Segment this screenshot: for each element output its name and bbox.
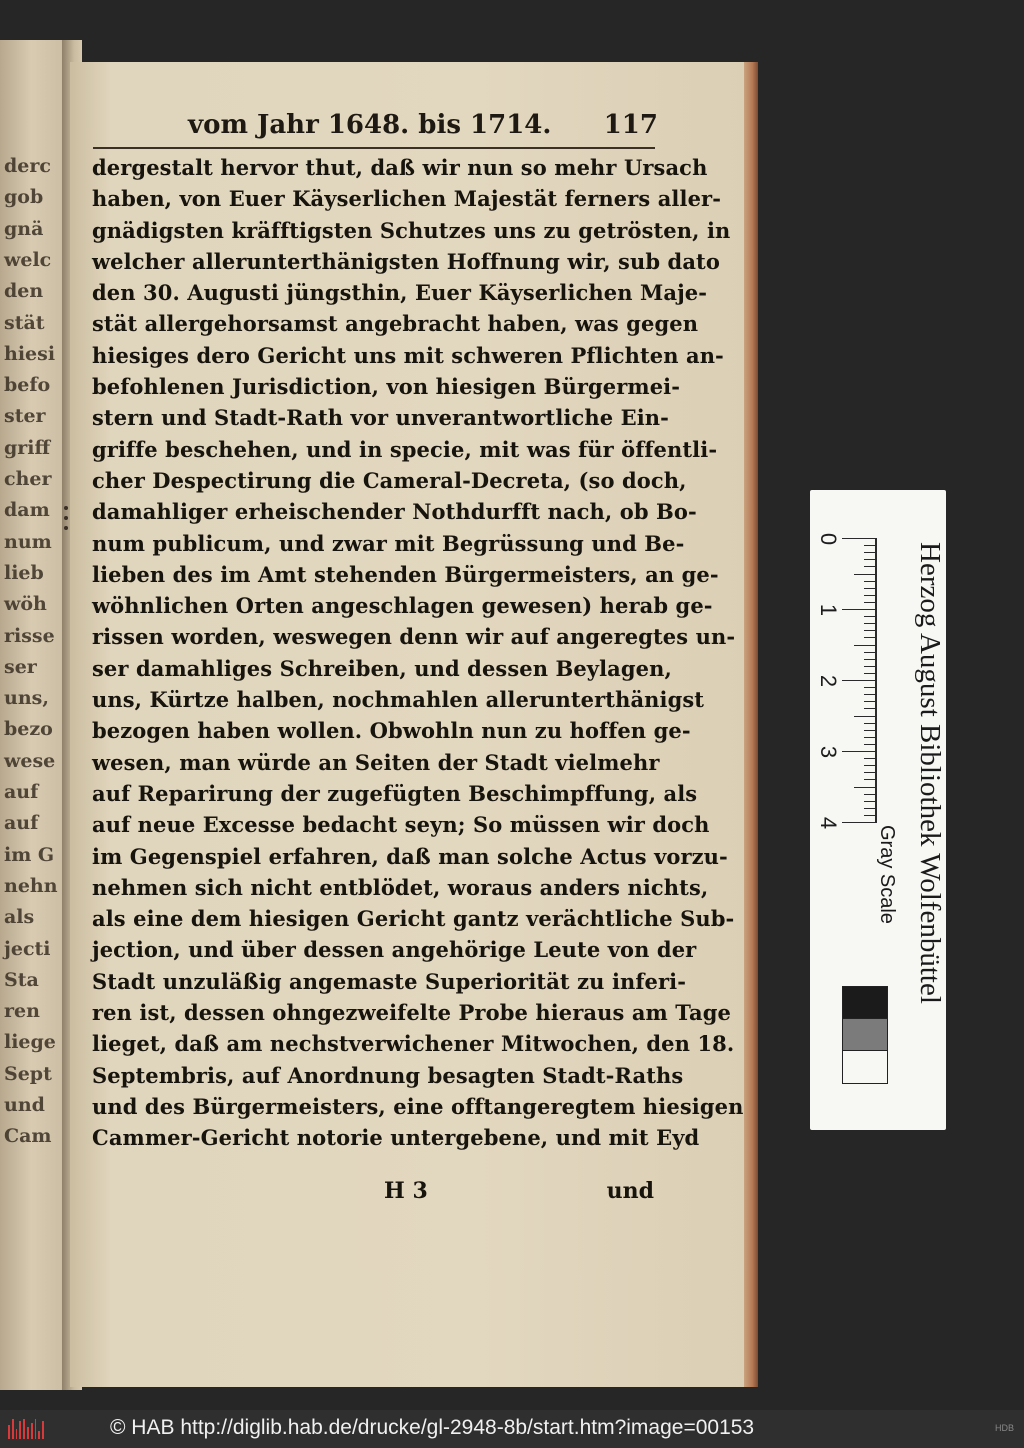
ruler-number: 2 — [816, 674, 841, 688]
running-title: vom Jahr 1648. bis 1714. — [188, 110, 552, 140]
ruler-tick — [864, 801, 876, 802]
left-page-fragment: auf — [4, 781, 39, 803]
logo-bar — [35, 1419, 37, 1439]
gray-scale-label: Gray Scale — [876, 825, 898, 924]
logo-bar — [42, 1421, 44, 1439]
ruler-tick — [864, 545, 876, 546]
text-line: griffe beschehen, und in specie, mit was für öffentli- — [92, 436, 718, 462]
ruler-tick — [864, 588, 876, 589]
left-page-fragment: hiesi — [4, 342, 56, 365]
ruler-tick — [864, 559, 876, 560]
ruler-tick — [864, 730, 876, 731]
left-page-fragment: Sept — [4, 1062, 52, 1085]
left-page-fragment: cher — [4, 468, 52, 490]
ruler-tick — [864, 758, 876, 759]
logo-bar — [12, 1419, 14, 1439]
logo-bar — [16, 1429, 18, 1439]
left-page-fragment: im G — [4, 843, 55, 866]
ruler-number: 0 — [816, 532, 841, 546]
left-page-fragment: nehn — [4, 874, 58, 897]
text-line: den 30. Augusti jüngsthin, Euer Käyserlichen Maje- — [92, 280, 708, 306]
ruler-tick — [864, 772, 876, 773]
text-line: stern und Stadt-Rath vor unverantwortliche Ein- — [92, 405, 669, 431]
ruler-number: 3 — [816, 745, 841, 759]
ruler-tick — [864, 566, 876, 567]
left-page-fragment: griff — [4, 436, 51, 459]
text-line: lieben des im Amt stehenden Bürgermeisters, an ge- — [92, 561, 719, 587]
ruler-tick — [864, 737, 876, 738]
text-line: befohlenen Jurisdiction, von hiesigen Bürgermei- — [92, 374, 681, 400]
left-page-fragment: ser — [4, 655, 37, 678]
left-page-fragment: befo — [4, 374, 51, 397]
text-line: Stadt unzuläßig angemaste Superiorität zu inferi- — [92, 968, 687, 994]
ruler-tick — [864, 659, 876, 660]
ruler-number: 1 — [816, 603, 841, 617]
text-line: hiesiges dero Gericht uns mit schweren Pflichten an- — [92, 342, 724, 368]
gray-swatch — [842, 986, 888, 1020]
text-line: bezogen haben wollen. Obwohln nun zu hoffen ge- — [92, 718, 691, 744]
ruler-tick — [864, 581, 876, 582]
signature-mark: H 3 — [384, 1178, 428, 1204]
logo-bar — [8, 1425, 10, 1439]
viewer-mark: HDB — [994, 1423, 1014, 1433]
logo-bar — [31, 1423, 33, 1439]
gray-swatch — [842, 1018, 888, 1052]
left-page-fragment: welc — [4, 248, 52, 271]
ruler-tick — [864, 694, 876, 695]
institution-label: Herzog August Bibliothek Wolfenbüttel — [914, 542, 946, 1004]
ruler-tick — [854, 787, 876, 788]
ruler-tick — [864, 723, 876, 724]
ruler-tick — [864, 623, 876, 624]
left-page-fragment: num — [4, 530, 52, 553]
left-page-fragment: derc — [4, 155, 51, 177]
ruler-tick — [864, 808, 876, 809]
ruler-tick — [842, 822, 876, 823]
text-line: Cammer-Gericht notorie untergebene, und mit Eyd — [92, 1125, 700, 1151]
left-page-fragment: risse — [4, 624, 55, 647]
text-line: Septembris, auf Anordnung besagten Stadt-Raths — [92, 1062, 684, 1088]
ruler-tick — [864, 652, 876, 653]
logo-bar — [27, 1427, 29, 1439]
text-line: lieget, daß am nechstverwichener Mitwochen, den 18. — [92, 1031, 735, 1057]
ruler-tick — [864, 765, 876, 766]
left-page-fragment: uns, — [4, 687, 49, 710]
text-line: im Gegenspiel erfahren, daß man solche Actus vorzu- — [92, 843, 728, 869]
left-page-fragment: gnä — [4, 217, 44, 240]
text-line: als eine dem hiesigen Gericht gantz verächtliche Sub- — [92, 906, 735, 932]
text-line: und des Bürgermeisters, eine offtangeregtem hiesigen — [92, 1093, 744, 1119]
left-page-fragment: ster — [4, 405, 46, 428]
footer-bar — [0, 1410, 1024, 1448]
logo-bar — [19, 1421, 21, 1439]
ruler-tick — [864, 616, 876, 617]
catchword: und — [606, 1178, 654, 1204]
ruler-tick — [864, 595, 876, 596]
text-line: dergestalt hervor thut, daß wir nun so mehr Ursach — [92, 155, 708, 180]
text-line: num publicum, und zwar mit Begrüssung und Be- — [92, 530, 685, 556]
text-line: stät allergehorsamst angebracht haben, was gegen — [92, 311, 699, 337]
left-page-fragment: jecti — [4, 937, 51, 960]
page-footer — [92, 1178, 658, 1214]
ruler-tick — [842, 609, 876, 610]
text-line: jection, und über dessen angehörige Leute von der — [92, 937, 697, 963]
hab-logo-icon — [8, 1419, 44, 1439]
gray-swatch — [842, 1050, 888, 1084]
ruler-tick — [842, 680, 876, 681]
ruler-tick — [854, 716, 876, 717]
page-header — [188, 110, 658, 150]
ruler-tick — [864, 794, 876, 795]
header-rule — [93, 147, 655, 149]
ruler-tick — [864, 815, 876, 816]
left-page-fragment: gob — [4, 186, 44, 209]
ruler-tick — [864, 602, 876, 603]
body-text — [92, 152, 744, 1154]
ruler-tick — [864, 637, 876, 638]
ruler-tick — [864, 552, 876, 553]
left-page-fragment: Sta — [4, 968, 39, 991]
text-line: uns, Kürtze halben, nochmahlen allerunterthänigst — [92, 687, 705, 713]
margin-marks — [62, 500, 70, 540]
ruler-tick — [864, 701, 876, 702]
text-line: haben, von Euer Käyserlichen Majestät ferners aller- — [92, 186, 722, 212]
left-page-fragment: und — [4, 1094, 45, 1116]
left-page-fragment: lieb — [4, 561, 44, 584]
copyright-link[interactable]: © HAB http://diglib.hab.de/drucke/gl-2948-8b/start.htm?image=00153 — [110, 1416, 755, 1439]
text-line: auf neue Excesse bedacht seyn; So müssen wir doch — [92, 812, 710, 838]
text-line: auf Reparirung der zugefügten Beschimpffung, als — [92, 780, 698, 806]
text-line: gnädigsten kräfftigsten Schutzes uns zu getrösten, in — [92, 217, 731, 243]
ruler-tick — [864, 779, 876, 780]
left-page-fragment: auf — [4, 812, 39, 835]
text-line: welcher allerunterthänigsten Hoffnung wir, sub dato — [92, 248, 720, 274]
ruler-tick — [864, 744, 876, 745]
left-page-fragment: stät — [4, 311, 45, 334]
text-line: ser damahliges Schreiben, und dessen Beylagen, — [92, 655, 672, 681]
left-page-fragment: wese — [4, 749, 56, 772]
ruler-number: 4 — [816, 816, 841, 830]
text-line: ren ist, dessen ohngezweifelte Probe hieraus am Tage — [92, 1000, 731, 1026]
left-page-fragment: ren — [4, 1000, 40, 1023]
text-line: damahliger erheischender Nothdurfft nach, ob Bo- — [92, 499, 697, 525]
ruler-tick — [842, 538, 876, 539]
logo-bar — [38, 1431, 40, 1439]
text-line: rissen worden, weswegen denn wir auf angeregtes un- — [92, 624, 736, 650]
left-page-fragment: als — [4, 906, 35, 929]
left-facing-page — [0, 40, 70, 1390]
left-page-fragment: den — [4, 280, 44, 303]
text-line: cher Despectirung die Cameral-Decreta, (so doch, — [92, 467, 687, 493]
text-line: nehmen sich nicht entblödet, woraus anders nichts, — [92, 874, 709, 900]
text-line: wesen, man würde an Seiten der Stadt vielmehr — [92, 749, 660, 775]
ruler-tick — [864, 666, 876, 667]
page-edge — [744, 62, 758, 1387]
ruler-tick — [854, 645, 876, 646]
ruler-tick — [842, 751, 876, 752]
ruler-tick — [864, 673, 876, 674]
ruler-tick — [854, 574, 876, 575]
ruler-tick — [864, 687, 876, 688]
left-page-fragment: liege — [4, 1031, 56, 1054]
text-line: wöhnlichen Orten angeschlagen gewesen) herab ge- — [92, 593, 713, 619]
left-page-fragment: Cam — [4, 1125, 52, 1148]
left-page-fragment: dam — [4, 499, 50, 522]
page-number: 117 — [603, 110, 658, 140]
left-page-fragment: wöh — [4, 593, 47, 616]
ruler-tick — [864, 708, 876, 709]
left-page-fragment: bezo — [4, 718, 53, 741]
scale-ruler — [810, 490, 946, 1130]
ruler-tick — [864, 630, 876, 631]
logo-bar — [23, 1419, 25, 1439]
